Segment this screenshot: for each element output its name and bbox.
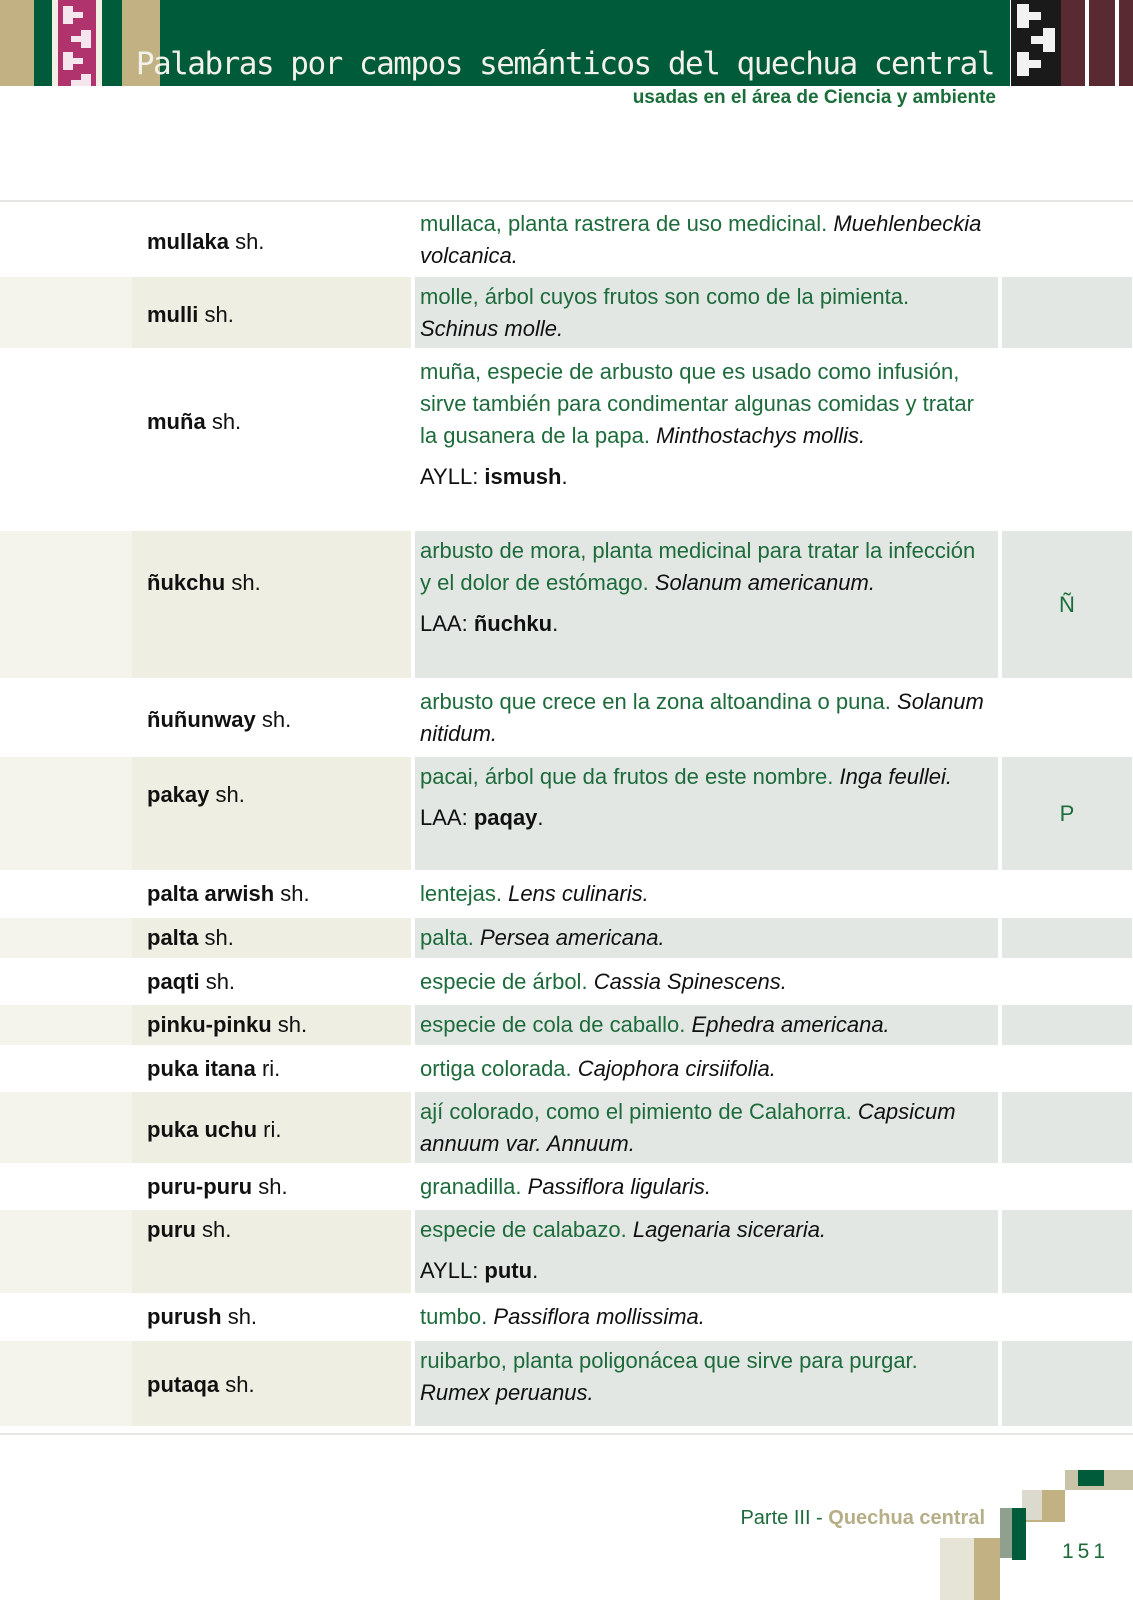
definition-text: muña, especie de arbusto que es usado como infusión, sirve también para condimentar algunas comidas y tratar la gusanera de la papa. <box>420 359 974 448</box>
table-row <box>0 350 1133 529</box>
variant-label: AYLL <box>420 464 473 489</box>
variant-form: putu <box>484 1258 533 1283</box>
letter-index-cell <box>1002 757 1132 870</box>
scientific-name: Solanum nitidum. <box>420 689 984 746</box>
definition-text: palta. <box>420 925 474 950</box>
table-row <box>0 1165 1133 1208</box>
scientific-name: Solanum americanum. <box>654 570 875 595</box>
part-of-speech: sh. <box>280 881 310 906</box>
table-row <box>0 529 1133 680</box>
scientific-name: Lens culinaris. <box>508 881 649 906</box>
part-of-speech: sh. <box>204 925 234 950</box>
headword-cell <box>132 1341 411 1426</box>
definition-cell <box>415 1005 998 1045</box>
definition <box>420 922 990 954</box>
scientific-name: Inga feullei. <box>839 764 953 789</box>
headword-cell <box>132 352 411 527</box>
definition-text: pacai, árbol que da frutos de este nombre. <box>420 764 834 789</box>
headword <box>147 1372 255 1398</box>
definition-text: tumbo. <box>420 1304 488 1329</box>
part-of-speech: sh. <box>225 1372 255 1397</box>
table-row <box>0 680 1133 755</box>
letter-index-cell <box>1002 1210 1132 1293</box>
headword-cell <box>132 204 411 273</box>
table-row <box>0 275 1133 350</box>
definition <box>420 966 990 998</box>
definition-cell <box>415 1092 998 1163</box>
scientific-name: Capsicum annuum var. Annuum. <box>420 1099 956 1156</box>
definition <box>420 281 990 345</box>
table-row <box>0 1208 1133 1295</box>
definition <box>420 1171 990 1203</box>
headword <box>147 1056 280 1082</box>
headword <box>147 707 291 733</box>
scientific-name: Cajophora cirsiifolia. <box>577 1056 776 1081</box>
headword-cell <box>132 962 411 1001</box>
headword-cell <box>132 531 411 678</box>
definition-text: mullaca, planta rastrera de uso medicinal. <box>420 211 828 236</box>
headword-cell <box>132 277 411 348</box>
headword-text: puru-puru <box>147 1174 253 1199</box>
table-row <box>0 755 1133 872</box>
definition-text: molle, árbol cuyos frutos son como de la pimienta. <box>420 284 910 309</box>
scientific-name: Ephedra americana. <box>691 1012 890 1037</box>
headword <box>147 1117 281 1143</box>
headword-text: ñukchu <box>147 570 226 595</box>
headword <box>147 1304 257 1330</box>
part-of-speech: sh. <box>204 302 234 327</box>
scientific-name: Rumex peruanus. <box>420 1380 594 1405</box>
headword-text: mullaka <box>147 229 229 254</box>
headword-cell <box>132 682 411 753</box>
header-band <box>135 0 1010 86</box>
letter-index: Ñ <box>1059 591 1075 617</box>
scientific-name: Passiflora mollissima. <box>493 1304 705 1329</box>
headword-text: puru <box>147 1217 196 1242</box>
definition <box>420 1053 990 1085</box>
headword-cell <box>132 1092 411 1163</box>
definition-text: especie de cola de caballo. <box>420 1012 686 1037</box>
variant-label: LAA <box>420 805 462 830</box>
headword-text: ñuñunway <box>147 707 256 732</box>
part-of-speech: ri. <box>263 1117 282 1142</box>
part-of-speech: sh. <box>211 409 242 434</box>
variant-form: ñuchku <box>473 611 553 636</box>
part-of-speech: sh. <box>202 1217 232 1242</box>
definition-text: ruibarbo, planta poligonácea que sirve para purgar. <box>420 1348 918 1373</box>
definition-text: ortiga colorada. <box>420 1056 572 1081</box>
headword-cell <box>132 1167 411 1206</box>
definition-cell <box>415 1341 998 1426</box>
table-row <box>0 1090 1133 1165</box>
definition-cell <box>415 1049 998 1088</box>
headword <box>147 782 245 808</box>
definition <box>420 1009 990 1041</box>
page-subtitle: usadas en el área de Ciencia y ambiente <box>632 87 996 108</box>
table-row <box>0 202 1133 275</box>
definition <box>420 686 990 750</box>
definition-cell <box>415 682 998 753</box>
scientific-name: Schinus molle. <box>420 316 564 341</box>
part-of-speech: sh. <box>235 229 265 254</box>
definition-cell <box>415 1210 998 1293</box>
definition-cell <box>415 874 998 914</box>
headword-text: puka uchu <box>147 1117 258 1142</box>
table-row <box>0 960 1133 1003</box>
definition-text: granadilla. <box>420 1174 522 1199</box>
dialect-variant: LAA: paqay. <box>420 805 544 830</box>
dictionary-table <box>0 202 1133 1428</box>
footer-part-label: Parte III - <box>740 1507 829 1529</box>
letter-index: P <box>1059 800 1075 826</box>
definition-text: lentejas. <box>420 881 502 906</box>
headword-cell <box>132 918 411 958</box>
page-number: 151 <box>1062 1540 1110 1563</box>
headword-text: paqti <box>147 969 200 994</box>
definition <box>420 878 990 910</box>
definition-cell <box>415 352 998 527</box>
headword-cell <box>132 757 411 870</box>
definition <box>420 1096 990 1160</box>
letter-index-cell <box>1002 1092 1132 1163</box>
headword-cell <box>132 1297 411 1337</box>
headword-text: muña <box>147 409 206 434</box>
part-of-speech: sh. <box>205 969 236 994</box>
headword <box>147 1012 307 1038</box>
table-row <box>0 1047 1133 1090</box>
headword <box>147 969 235 995</box>
definition <box>420 761 990 834</box>
headword <box>147 409 241 435</box>
scientific-name: Minthostachys mollis. <box>656 423 866 448</box>
table-row <box>0 916 1133 960</box>
letter-index-cell <box>1002 277 1132 348</box>
part-of-speech: sh. <box>258 1174 288 1199</box>
scientific-name: Cassia Spinescens. <box>593 969 787 994</box>
headword <box>147 570 261 596</box>
definition-text: ají colorado, como el pimiento de Calahorra. <box>420 1099 852 1124</box>
definition-text: especie de calabazo. <box>420 1217 627 1242</box>
part-of-speech: sh. <box>261 707 292 732</box>
headword-cell <box>132 874 411 914</box>
headword <box>147 925 234 951</box>
headword-text: pakay <box>147 782 210 807</box>
letter-index-cell <box>1002 918 1132 958</box>
headword-cell <box>132 1005 411 1045</box>
part-of-speech: sh. <box>227 1304 258 1329</box>
headword-text: puka itana <box>147 1056 256 1081</box>
definition-cell <box>415 962 998 1001</box>
headword-text: palta <box>147 925 199 950</box>
definition <box>420 1214 990 1287</box>
definition-cell <box>415 277 998 348</box>
table-bottom-divider <box>0 1433 1133 1435</box>
headword-text: putaqa <box>147 1372 220 1397</box>
headword-text: mulli <box>147 302 199 327</box>
headword-text: pinku-pinku <box>147 1012 272 1037</box>
definition-cell <box>415 757 998 870</box>
definition <box>420 535 990 640</box>
scientific-name: Lagenaria siceraria. <box>632 1217 827 1242</box>
scientific-name: Muehlenbeckia volcanica. <box>420 211 982 268</box>
variant-form: ismush <box>484 464 562 489</box>
definition <box>420 356 990 493</box>
definition-cell <box>415 531 998 678</box>
headword <box>147 881 310 907</box>
definition-cell <box>415 204 998 273</box>
definition <box>420 1345 990 1409</box>
dialect-variant: LAA: ñuchku. <box>420 611 559 636</box>
headword-text: purush <box>147 1304 222 1329</box>
scientific-name: Passiflora ligularis. <box>527 1174 712 1199</box>
variant-form: paqay <box>473 805 538 830</box>
letter-index-cell <box>1002 531 1132 678</box>
definition-cell <box>415 1297 998 1337</box>
footer-decorative-blocks <box>940 1470 1133 1600</box>
letter-index-cell <box>1002 1005 1132 1045</box>
part-of-speech: sh. <box>215 782 245 807</box>
definition <box>420 1301 990 1333</box>
letter-index-cell <box>1002 1341 1132 1426</box>
headword-cell <box>132 1049 411 1088</box>
definition-text: especie de árbol. <box>420 969 588 994</box>
table-row <box>0 1295 1133 1339</box>
definition-text: arbusto que crece en la zona altoandina o puna. <box>420 689 891 714</box>
definition <box>420 208 990 272</box>
part-of-speech: ri. <box>261 1056 281 1081</box>
headword <box>147 229 264 255</box>
headword-cell <box>132 1210 411 1293</box>
footer-section-label: Quechua central <box>828 1507 985 1529</box>
definition-text: arbusto de mora, planta medicinal para tratar la infección y el dolor de estómago. <box>420 538 976 595</box>
headword <box>147 1174 288 1200</box>
scientific-name: Persea americana. <box>479 925 665 950</box>
headword <box>147 302 234 328</box>
dialect-variant: AYLL: ismush. <box>420 464 568 489</box>
table-row <box>0 872 1133 916</box>
headword <box>147 1217 231 1243</box>
header-woven-pattern-right <box>1011 0 1133 86</box>
definition-cell <box>415 918 998 958</box>
table-row <box>0 1339 1133 1428</box>
table-row <box>0 1003 1133 1047</box>
variant-label: AYLL <box>420 1258 473 1283</box>
part-of-speech: sh. <box>277 1012 308 1037</box>
definition-cell <box>415 1167 998 1206</box>
headword-text: palta arwish <box>147 881 275 906</box>
page-title: Palabras por campos semánticos del quechua central <box>135 46 994 82</box>
dialect-variant: AYLL: putu. <box>420 1258 539 1283</box>
part-of-speech: sh. <box>231 570 261 595</box>
variant-label: LAA <box>420 611 462 636</box>
